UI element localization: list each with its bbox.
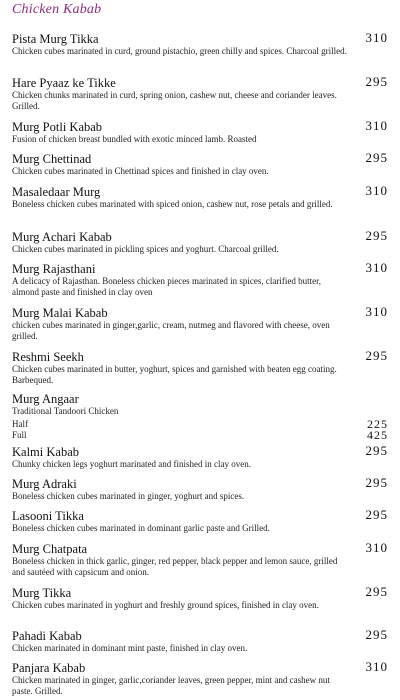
item-price: 295 (365, 584, 388, 599)
item-name: Murg Potli Kabab (12, 120, 103, 134)
item-name: Masaledaar Murg (12, 185, 101, 199)
menu-item (12, 118, 388, 145)
item-name: Hare Pyaaz ke Tikke (12, 76, 116, 90)
menu-item (12, 627, 388, 654)
item-name: Murg Chatpata (12, 542, 88, 556)
menu-item (12, 507, 388, 534)
item-name: Murg Angaar (12, 392, 79, 406)
item-description: Traditional Tandoori Chicken (12, 406, 119, 416)
variant-price: 425 (367, 428, 388, 442)
item-price: 295 (365, 74, 388, 89)
item-description: Chicken chunks marinated in curd, spring onion, cashew nut, cheese and coriander leaves. Grilled. (12, 90, 337, 111)
variant-price: 225 (367, 417, 388, 431)
menu-item (12, 584, 388, 611)
menu-item (12, 260, 388, 298)
menu-item (12, 348, 388, 386)
item-name: Murg Rajasthani (12, 262, 96, 276)
item-price: 310 (365, 183, 388, 198)
item-name: Murg Chettinad (12, 152, 92, 166)
item-name: Lasooni Tikka (12, 509, 84, 523)
item-price: 310 (365, 304, 388, 319)
item-name: Pista Murg Tikka (12, 32, 99, 46)
item-description: Chicken cubes marinated in curd, ground pistachio, green chilly and spices. Charcoal grilled. (12, 46, 347, 56)
item-name: Murg Tikka (12, 586, 72, 600)
item-price: 295 (365, 475, 388, 490)
item-description: chicken cubes marinated in ginger,garlic, cream, nutmeg and flavored with cheese, oven grilled. (12, 320, 330, 341)
menu-item (12, 540, 388, 578)
item-price: 310 (365, 540, 388, 555)
item-name: Murg Achari Kabab (12, 230, 112, 244)
item-description: Chicken cubes marinated in pickling spices and yoghurt. Charcoal grilled. (12, 244, 279, 254)
item-description: Chicken cubes marinated in yoghurt and freshly ground spices, finished in clay oven. (12, 600, 319, 610)
item-price: 310 (365, 260, 388, 275)
item-description: A delicacy of Rajasthan. Boneless chicken pieces marinated in spices, clarified butter, almond paste and finished in clay oven (12, 276, 322, 297)
variant-label: Half (12, 419, 28, 429)
menu-item (12, 475, 388, 502)
item-price: 295 (365, 228, 388, 243)
item-description: Boneless chicken cubes marinated with spiced onion, cashew nut, rose petals and grilled. (12, 199, 333, 209)
item-price: 310 (365, 30, 388, 45)
menu-item (12, 304, 388, 342)
item-description: Chicken marinated in dominant mint paste, finished in clay oven. (12, 643, 248, 653)
item-description: Chicken cubes marinated in butter, yoghurt, spices and garnished with beaten egg coating. Barbequed. (12, 364, 337, 385)
menu-item (12, 228, 388, 255)
menu-item (12, 30, 388, 57)
menu-item (12, 183, 388, 210)
item-description: Boneless chicken cubes marinated in ginger, yoghurt and spices. (12, 491, 245, 501)
item-name: Reshmi Seekh (12, 350, 84, 364)
item-description: Chunky chicken legs yoghurt marinated and finished in clay oven. (12, 459, 251, 469)
item-name: Kalmi Kabab (12, 445, 79, 459)
item-description: Chicken marinated in ginger, garlic,coriander leaves, green pepper, mint and cashew nut paste. Grilled. (12, 675, 330, 696)
item-price: 295 (365, 507, 388, 522)
menu-item (12, 390, 388, 441)
item-name: Murg Adraki (12, 477, 77, 491)
variant-label: Full (12, 430, 27, 440)
variant-half (12, 419, 388, 430)
item-name: Panjara Kabab (12, 661, 86, 675)
menu-item (12, 443, 388, 470)
item-price: 295 (365, 627, 388, 642)
item-price: 295 (365, 348, 388, 363)
item-price: 310 (365, 659, 388, 674)
item-description: Boneless chicken cubes marinated in dominant garlic paste and Grilled. (12, 523, 270, 533)
item-name: Murg Malai Kabab (12, 306, 108, 320)
menu-item (12, 74, 388, 112)
menu-item (12, 150, 388, 177)
item-price: 295 (365, 150, 388, 165)
variant-full (12, 430, 388, 441)
menu-item (12, 659, 388, 697)
item-price: 310 (365, 118, 388, 133)
item-description: Boneless chicken in thick garlic, ginger, red pepper, black pepper and lemon sauce, grilled and sautéed with capsicum and onion. (12, 556, 338, 577)
section-title: Chicken Kabab (12, 2, 102, 17)
item-name: Pahadi Kabab (12, 629, 82, 643)
item-price: 295 (365, 443, 388, 458)
item-description: Chicken cubes marinated in Chettinad spices and finished in clay oven. (12, 166, 269, 176)
item-description: Fusion of chicken breast bundled with exotic minced lamb. Roasted (12, 134, 257, 144)
